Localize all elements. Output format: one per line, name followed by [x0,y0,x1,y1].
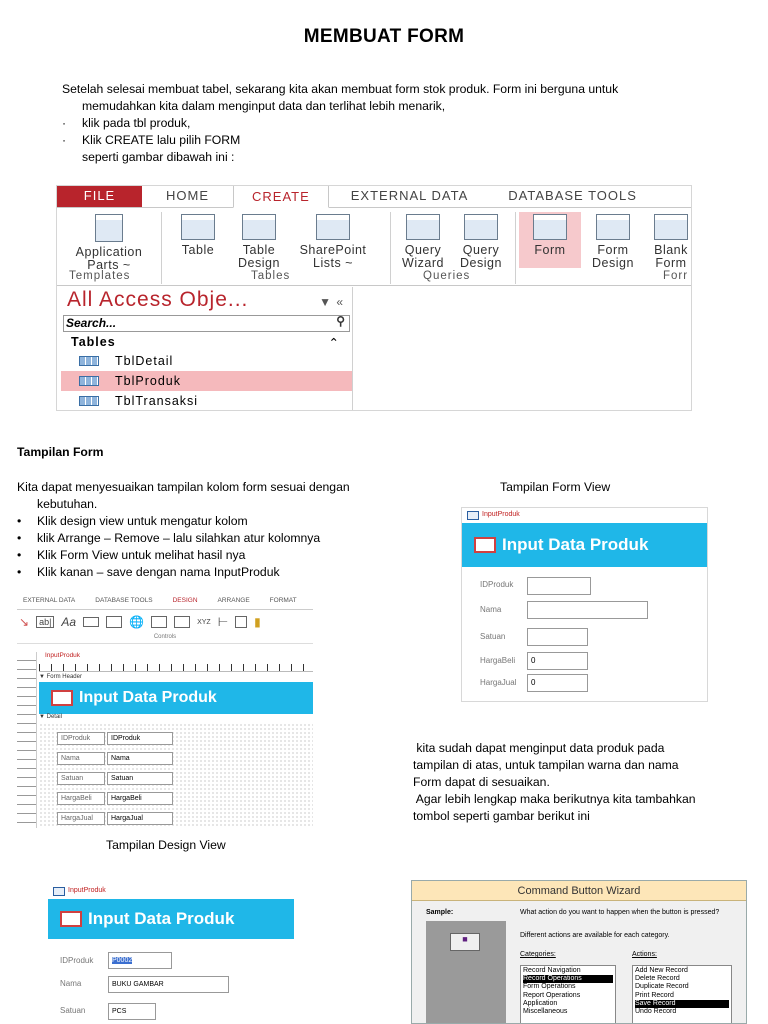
group-divider [390,212,391,284]
ribbon-tabs [57,186,691,208]
group-divider [515,212,516,284]
search-placeholder: Search... [66,316,117,330]
banner-title: Input Data Produk [88,909,235,928]
nav-item-tbltransaksi[interactable] [61,391,352,411]
design-textbox-nama[interactable]: Nama [107,752,173,765]
detail-bar: ▼ Detail [39,714,62,720]
tab-arrange[interactable]: ARRANGE [217,597,250,604]
field-label: Satuan [60,1006,86,1015]
idproduk-field[interactable] [527,577,591,595]
intro-line: memudahkan kita dalam menginput data dan terlihat lebih menarik, [82,99,446,113]
sharepoint-lists-button[interactable] [289,212,377,270]
controls-group-label: Controls [17,634,313,644]
satuan-field[interactable] [527,628,588,646]
form-icon [60,911,82,927]
form-design-icon [596,214,630,240]
sample-label: Sample: [426,909,454,916]
sample-preview [426,921,506,1024]
nav-pane-header [61,287,352,313]
button-label: SharePoint [299,243,367,257]
intro-line: seperti gambar dibawah ini : [82,150,235,164]
tab-external-data[interactable]: EXTERNAL DATA [23,597,76,604]
field-label: HargaBeli [480,656,516,665]
command-button-wizard [411,880,747,1024]
blank-form-button[interactable] [645,212,692,270]
form-header-bar: ▼ Form Header [39,674,82,680]
page-title: MEMBUAT FORM [303,26,465,47]
query-wizard-button[interactable] [395,212,451,270]
wizard-question: What action do you want to happen when the button is pressed? [520,909,720,916]
list-item[interactable]: Print Record [635,991,674,999]
table-name: TblDetail [115,354,174,368]
save-icon: ■ [462,934,468,944]
bullet-text: klik Arrange – Remove – lalu silahkan atur kolomnya [37,531,321,545]
query-wizard-icon [406,214,440,240]
categories-list[interactable] [520,965,616,1024]
button-label: Form [655,256,687,270]
navigation-control-icon[interactable] [174,616,190,628]
idproduk-field[interactable] [108,952,172,969]
navigation-pane [61,287,353,411]
field-label: Nama [60,979,82,988]
list-item[interactable]: Record Navigation [523,967,581,974]
table-icon [79,356,99,366]
form-view-caption: Tampilan Form View [500,480,611,494]
design-ribbon-tabs [17,592,313,610]
wizard-title: Command Button Wizard [412,881,746,901]
form-tab[interactable]: InputProduk [462,508,707,521]
design-label-nama[interactable]: Nama [57,752,105,765]
bullet-text: Klik CREATE lalu pilih FORM [82,133,241,147]
nav-item-tbldetail[interactable] [61,351,352,371]
application-parts-button[interactable] [61,212,157,272]
bullet-text: klik pada tbl produk, [82,116,191,130]
hyperlink-icon[interactable]: 🌐 [129,615,145,629]
text-line: Kita dapat menyesuaikan tampilan kolom form sesuai dengan [17,480,350,494]
form-view-screenshot [461,507,708,702]
form-icon [474,537,496,553]
ribbon-body [57,208,691,286]
detail-label: Detail [46,714,62,720]
form-banner [48,899,294,939]
list-item[interactable]: Record Operations [523,975,613,983]
steps-bullet: • Klik kanan – save dengan nama InputProduk [17,565,280,579]
tab-design[interactable]: DESIGN [172,597,198,604]
field-label: Satuan [480,632,506,641]
button-label: Query [404,243,442,257]
steps-bullet: • Klik design view untuk mengatur kolom [17,514,248,528]
text-line: tampilan di atas, untuk tampilan warna dan nama [413,758,679,772]
blank-form-icon [654,214,688,240]
text-line: tombol seperti gambar berikut ini [413,809,590,823]
design-textbox-idproduk[interactable]: IDProduk [107,732,173,745]
design-label-hargabeli[interactable]: HargaBeli [57,792,105,805]
list-item[interactable]: Add New Record [635,967,688,974]
select-arrow-icon[interactable]: ↘ [19,615,30,629]
nav-search-input[interactable] [63,315,350,332]
bullet-text: Klik design view untuk mengatur kolom [37,514,248,528]
field-label: HargaJual [480,678,517,687]
text-line: Form dapat di sesuaikan. [413,775,550,789]
design-textbox-satuan[interactable]: Satuan [107,772,173,785]
label-control-icon[interactable]: Aa [61,615,77,629]
table-icon [79,376,99,386]
design-label-satuan[interactable]: Satuan [57,772,105,785]
satuan-field[interactable]: PCS [108,1003,156,1020]
tab-file[interactable]: FILE [57,185,142,207]
form-banner [462,523,707,567]
nav-collapse-icon[interactable]: ▼ « [319,295,344,309]
tab-control-icon[interactable] [106,616,122,628]
intro-line: Setelah selesai membuat tabel, sekarang kita akan membuat form stok produk. Form ini berguna untuk [62,82,619,96]
design-banner[interactable] [39,682,313,714]
form-icon [533,214,567,240]
button-label: Form [534,243,566,257]
combo-box-icon[interactable] [235,616,247,628]
group-label-queries: Queries [423,270,471,282]
button-label: Wizard [402,256,444,270]
actions-label: Actions: [632,951,657,958]
design-view-screenshot [17,592,313,828]
list-item[interactable]: Delete Record [635,975,680,983]
bottom-form-screenshot [48,884,298,1024]
web-browser-icon[interactable] [151,616,167,628]
button-label: Table [181,243,215,257]
text-line: Agar lebih lengkap maka berikutnya kita tambahkan [413,792,696,806]
nama-field[interactable] [527,601,648,619]
banner-title: Input Data Produk [502,535,649,554]
tab-format[interactable]: FORMAT [269,597,297,604]
table-name: TblProduk [115,374,181,388]
design-textbox-hargajual[interactable]: HargaJual [107,812,173,825]
tab-home[interactable]: HOME [166,188,209,203]
search-icon[interactable]: ⚲ [336,314,345,328]
list-item[interactable]: Duplicate Record [635,983,689,991]
group-label-tables: Tables [251,270,291,282]
table-design-icon [242,214,276,240]
application-parts-icon [95,214,123,242]
table-button[interactable] [167,212,229,257]
selected-value: P0002 [112,957,133,964]
text-line: kebutuhan. [37,497,98,511]
button-label: Design [460,256,502,270]
actions-list[interactable] [632,965,732,1024]
field-label: Nama [480,605,502,614]
design-form-tab[interactable]: InputProduk [45,652,81,659]
vertical-ruler [17,652,37,828]
chevron-up-icon[interactable]: ⌃ [328,336,340,350]
list-item[interactable]: Form Operations [523,983,576,991]
list-item[interactable]: Save Record [635,1000,729,1008]
section-form-text [17,479,397,581]
steps-bullet: • Klik Form View untuk melihat hasil nya [17,548,246,562]
button-label: Design [592,256,634,270]
query-design-button[interactable] [453,212,509,270]
chart-icon[interactable]: ▮ [254,615,261,629]
nav-item-tblproduk[interactable] [61,371,352,391]
button-label: Blank [654,243,688,257]
banner-title: Input Data Produk [79,689,217,706]
group-label-forms: Forr [663,270,689,282]
sample-button [450,933,480,951]
form-design-button[interactable] [585,212,641,270]
design-view-caption: Tampilan Design View [106,838,226,852]
table-name: TblTransaksi [115,394,199,408]
button-label: Parts ~ [87,258,131,272]
intro-paragraph [62,81,702,166]
form-tab[interactable]: InputProduk [48,884,298,897]
table-icon [181,214,215,240]
button-label: Application [75,245,143,259]
tab-database-tools[interactable]: DATABASE TOOLS [508,188,637,203]
button-label: Lists ~ [313,256,353,270]
intro-bullet: · klik pada tbl produk, [62,116,191,130]
page-break-icon[interactable]: ⊢ [217,615,229,629]
field-label: IDProduk [60,956,94,965]
design-textbox-hargabeli[interactable]: HargaBeli [107,792,173,805]
categories-label: Categories: [520,951,556,958]
button-label: Form [597,243,629,257]
sharepoint-lists-icon [316,214,350,240]
field-label: IDProduk [480,580,514,589]
nav-pane-title: All Access Obje... [67,288,249,311]
horizontal-ruler [39,664,313,672]
option-group-icon[interactable]: XYZ [197,618,211,626]
bullet-text: Klik kanan – save dengan nama InputProduk [37,565,280,579]
form-header-label: Form Header [46,674,82,680]
button-label: Design [238,256,280,270]
wizard-note: Different actions are available for each category. [520,932,670,939]
table-design-button[interactable] [231,212,287,270]
tab-external-data[interactable]: EXTERNAL DATA [350,188,469,203]
list-item[interactable]: Application [523,999,558,1007]
section-heading: Tampilan Form [17,445,104,459]
button-label: Query [462,243,500,257]
query-design-icon [464,214,498,240]
button-control-icon[interactable] [83,617,99,627]
tab-create[interactable]: CREATE [233,185,329,208]
list-item[interactable]: Undo Record [635,1008,677,1016]
intro-bullet: · Klik CREATE lalu pilih FORM [62,133,241,147]
controls-toolbar [17,610,313,634]
nama-field[interactable]: BUKU GAMBAR [108,976,229,993]
steps-bullet: • klik Arrange – Remove – lalu silahkan atur kolomnya [17,531,321,545]
tables-group-header[interactable] [61,335,352,351]
form-icon [51,690,73,706]
design-label-idproduk[interactable]: IDProduk [57,732,105,745]
button-label: Table [242,243,276,257]
design-label-hargajual[interactable]: HargaJual [57,812,105,825]
hargajual-field[interactable]: 0 [527,674,588,692]
group-label-templates: Templates [69,270,131,282]
list-item[interactable]: Miscellaneous [523,1008,568,1016]
right-paragraph [413,740,763,825]
tab-database-tools[interactable]: DATABASE TOOLS [95,597,153,604]
access-ribbon-screenshot [56,185,692,411]
group-divider [161,212,162,284]
table-icon [79,396,99,406]
list-item[interactable]: Report Operations [523,991,581,999]
hargabeli-field[interactable]: 0 [527,652,588,670]
tables-header-label: Tables [71,335,116,349]
textbox-control-icon[interactable]: ab| [36,616,54,628]
form-button[interactable] [519,212,581,268]
bullet-text: Klik Form View untuk melihat hasil nya [37,548,246,562]
text-line: kita sudah dapat menginput data produk pada [413,741,665,755]
